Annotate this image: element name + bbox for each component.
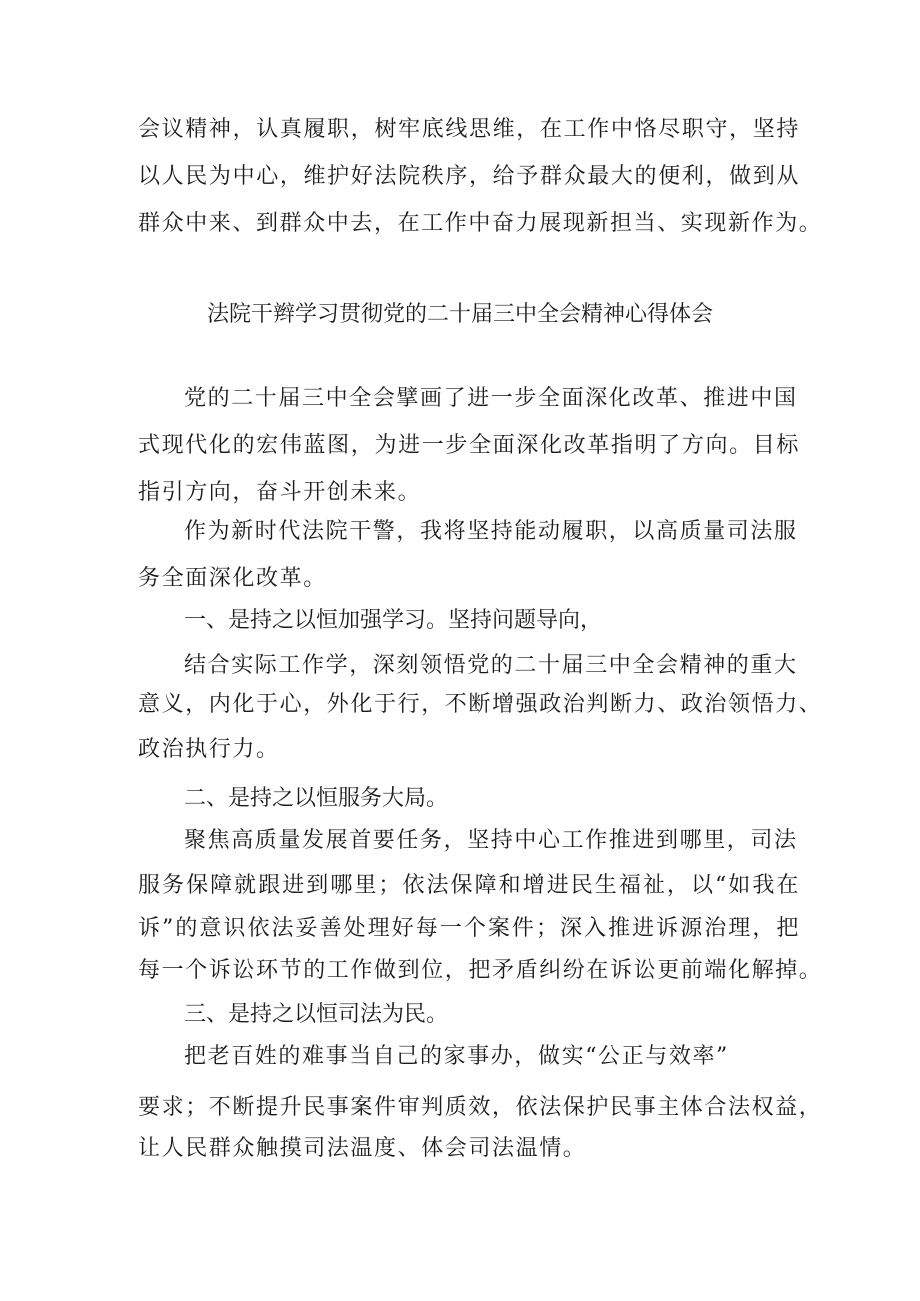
section-heading: 三、是持之以恒司法为民。 bbox=[184, 1002, 449, 1027]
text-line: 指引方向，奋斗开创未来。 bbox=[138, 480, 422, 505]
text-line: 服务保障就跟进到哪里；依法保障和增进民生福祉，以“如我在 bbox=[138, 873, 800, 898]
text-line: 意义，内化于心，外化于行，不断增强政治判断力、政治领悟力、 bbox=[138, 692, 823, 717]
text-line: 群众中来、到群众中去，在工作中奋力展现新担当、实现新作为。 bbox=[138, 211, 823, 236]
text-line: 式现代化的宏伟蓝图，为进一步全面深化改革指明了方向。目标 bbox=[138, 433, 800, 458]
text-line: 把老百姓的难事当自己的家事办，做实“公正与效率” bbox=[184, 1044, 729, 1069]
text-line: 以人民为中心，维护好法院秩序，给予群众最大的便利，做到从 bbox=[138, 164, 800, 189]
text-line: 会议精神，认真履职，树牢底线思维，在工作中恪尽职守，坚持 bbox=[138, 117, 800, 142]
section-heading: 一、是持之以恒加强学习。坚持问题导向， bbox=[184, 608, 603, 633]
text-line: 结合实际工作学，深刻领悟党的二十届三中全会精神的重大 bbox=[184, 653, 798, 678]
article-title: 法院干辫学习贯彻党的二十届三中全会精神心得体会 bbox=[206, 302, 713, 327]
text-line: 每一个诉讼环节的工作做到位，把矛盾纠纷在诉讼更前端化解掉。 bbox=[138, 958, 823, 983]
text-line: 诉”的意识依法妥善处理好每一个案件；深入推进诉源治理，把 bbox=[138, 916, 800, 941]
text-line: 作为新时代法院干警，我将坚持能动履职，以高质量司法服 bbox=[184, 519, 798, 544]
text-line: 聚焦高质量发展首要任务，坚持中心工作推进到哪里，司法 bbox=[184, 828, 798, 853]
text-line: 要求；不断提升民事案件审判质效，依法保护民事主体合法权益， bbox=[138, 1095, 823, 1120]
text-line: 让人民群众触摸司法温度、体会司法温情。 bbox=[138, 1136, 587, 1161]
text-line: 党的二十届三中全会擘画了进一步全面深化改革、推进中国 bbox=[184, 386, 798, 411]
text-line: 务全面深化改革。 bbox=[138, 566, 327, 591]
text-line: 政治执行力。 bbox=[138, 737, 280, 762]
section-heading: 二、是持之以恒服务大局。 bbox=[184, 786, 449, 811]
